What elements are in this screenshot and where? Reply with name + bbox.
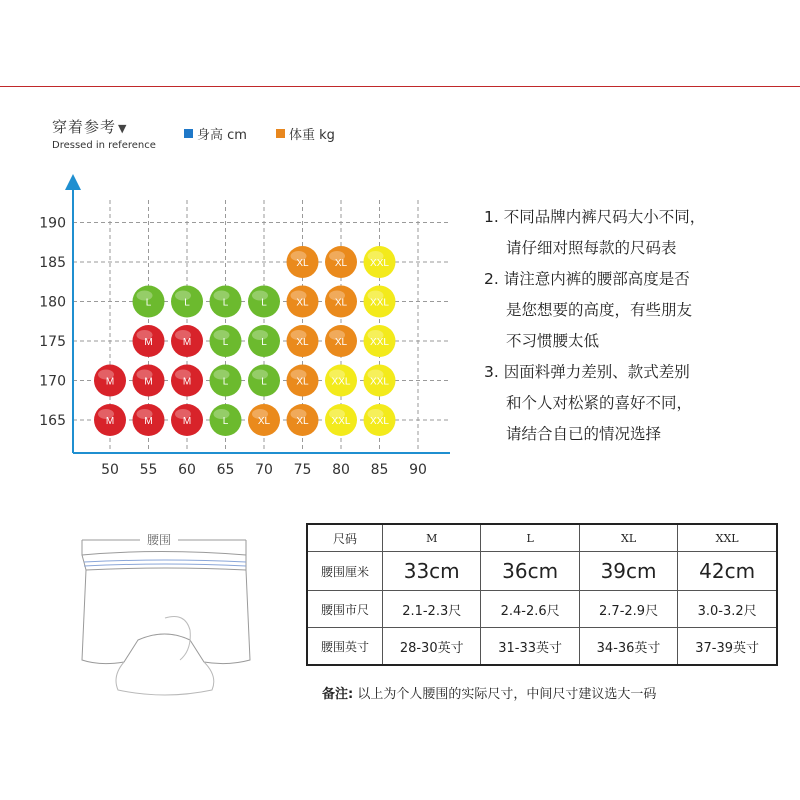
table-cell: 39cm [579,552,677,591]
y-tick-label: 180 [39,294,66,311]
table-cell: 28-30英寸 [383,628,481,666]
size-point-label: L [261,376,267,388]
size-point-label: XXL [370,376,389,388]
y-tick-label: 175 [39,334,66,350]
size-point-label: XL [257,416,271,427]
footnote-label: 备注: [322,687,354,702]
y-tick-label: 185 [39,255,66,271]
size-point-label: XL [296,258,309,269]
legend-height-label: 身高 cm [197,128,247,143]
underwear-legs [116,662,214,695]
size-point-label: L [222,376,229,388]
size-point-label: XL [334,297,348,309]
table-cell: 33cm [383,552,481,591]
size-point-label: XL [334,258,348,269]
y-tick-label: 170 [39,373,66,390]
table-cell: 36cm [481,552,579,591]
note-line: 请结合自已的情况选择 [506,425,662,443]
size-point-label: XXL [331,416,351,427]
size-point-label: M [182,416,192,427]
x-tick-label: 85 [370,462,389,478]
size-point-label: XXL [370,416,389,427]
footnote [322,683,656,702]
size-point-label: L [222,337,229,348]
table-header-cell: L [481,524,579,552]
underwear-body [82,570,250,664]
table-cell: 34-36英寸 [579,628,677,666]
size-point-label: L [145,297,152,309]
size-point-label: M [105,376,115,388]
table-cell: 2.4-2.6尺 [481,591,579,628]
size-point-label: M [144,376,153,388]
x-tick-label: 55 [139,462,158,478]
y-tick-label: 190 [39,215,66,232]
x-tick-label: 70 [255,462,273,478]
y-tick-label: 165 [39,413,66,429]
size-point-label: M [182,376,192,388]
size-point-label: XXL [370,297,389,309]
size-point-label: L [261,337,267,348]
size-point-label: XXL [331,376,351,388]
chart-subtitle: Dressed in reference [52,140,156,151]
size-point-label: XXL [370,258,389,269]
size-point-label: L [184,297,190,309]
table-header-cell: XXL [678,524,777,552]
size-point-label: M [144,337,153,348]
table-row [307,591,777,628]
size-point-label: XL [296,376,309,388]
note-line: 是您想要的高度，有些朋友 [506,301,693,319]
table-row-label: 腰围英寸 [307,628,383,666]
size-point-label: M [182,337,192,348]
table-cell: 31-33英寸 [481,628,579,666]
size-point-label: XL [296,416,309,427]
table-cell: 37-39英寸 [678,628,777,666]
table-row-label: 腰围市尺 [307,591,383,628]
table-header-cell: 尺码 [307,524,383,552]
size-point-label: L [222,297,229,309]
size-point-label: XXL [370,337,389,348]
note-line: 不习惯腰太低 [506,332,600,350]
table-cell: 42cm [678,552,777,591]
table-row [307,552,777,591]
note-line: 2. 请注意内裤的腰部高度是否 [484,270,690,288]
x-tick-label: 65 [216,462,235,478]
note-line: 1. 不同品牌内裤尺码大小不同， [484,208,706,226]
note-line: 和个人对松紧的喜好不同， [506,394,693,412]
chart-title-text: 穿着参考 [52,118,117,136]
waistband [82,555,246,570]
x-tick-label: 60 [178,462,196,478]
waist-label: 腰围 [143,531,175,548]
x-tick-label: 80 [332,462,350,478]
size-point-label: M [105,416,115,427]
table-header-row [307,524,777,552]
table-row [307,628,777,666]
size-point-label: XL [296,297,309,309]
table-cell: 3.0-3.2尺 [678,591,777,628]
table-cell: 2.7-2.9尺 [579,591,677,628]
footnote-text: 以上为个人腰围的实际尺寸，中间尺寸建议选大一码 [357,687,657,702]
x-tick-label: 50 [101,462,119,478]
note-line: 3. 因面料弹力差别、款式差别 [484,363,690,381]
table-header-cell: XL [579,524,677,552]
size-point-label: M [144,416,153,427]
triangle-down-icon: ▼ [118,122,127,135]
table-cell: 2.1-2.3尺 [383,591,481,628]
table-header-cell: M [383,524,481,552]
size-point-label: XL [296,337,309,348]
size-point-label: L [222,416,229,427]
x-tick-label: 90 [409,462,427,478]
note-line: 请仔细对照每款的尺码表 [506,239,677,257]
table-row-label: 腰围厘米 [307,552,383,591]
size-point-label: XL [334,337,348,348]
legend-weight-label: 体重 kg [289,128,335,143]
x-tick-label: 75 [293,462,312,478]
size-point-label: L [261,297,267,309]
size-table [306,523,778,666]
